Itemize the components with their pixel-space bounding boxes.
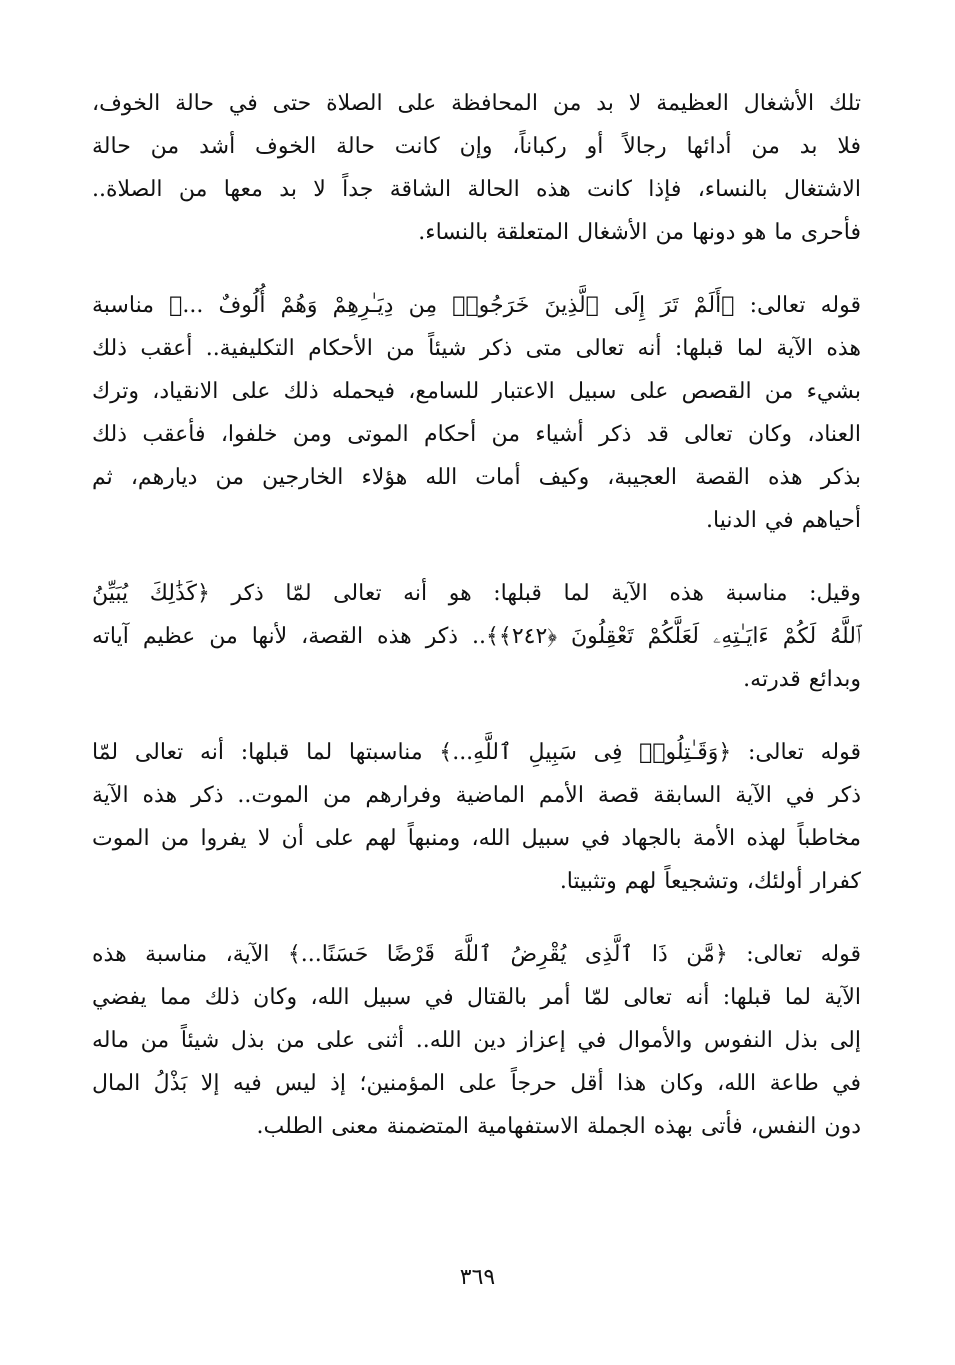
paragraph-1 [92, 82, 861, 254]
text-line: وقيل: مناسبة هذه الآية لما قبلها: هو أنه تعالى لمّا ذكر ﴿كَذَٰلِكَ يُبَيِّنُ [92, 581, 861, 606]
text-line: في طاعة الله، وكان هذا أقل حرجاً على المؤمنين؛ إذ ليس فيه إلا بَذْلُ المال [92, 1071, 861, 1096]
text-line: قوله تعالى: ﴿مَّن ذَا ٱلَّذِى يُقْرِضُ ٱللَّهَ قَرْضًا حَسَنًا...﴾ الآية، مناسبة هذه [92, 942, 861, 967]
text-line: بذكر هذه القصة العجيبة، وكيف أمات الله هؤلاء الخارجين من ديارهم، ثم [92, 465, 861, 490]
text-line: بشيء من القصص على سبيل الاعتبار للسامع، فيحمله ذلك على الانقياد، وترك [92, 379, 861, 404]
text-line: ٱللَّهُ لَكُمْ ءَايَـٰتِهِۦ لَعَلَّكُمْ تَعْقِلُونَ ﴿٢٤٢﴾﴾.. ذكر هذه القصة، لأنها من عظيم آياته [92, 624, 862, 649]
paragraph-3 [92, 572, 861, 701]
page-number: ٣٦٩ [459, 1265, 496, 1290]
text-line: قوله تعالى: ﴿أَلَمْ تَرَ إِلَى ٱلَّذِينَ خَرَجُوا۟ مِن دِيَـٰرِهِمْ وَهُمْ أُلُوفٌ ...﴾ مناسبة [92, 293, 861, 318]
text-line: وبدائع قدرته. [743, 667, 861, 692]
text-line: تلك الأشغال العظيمة لا بد من المحافظة على الصلاة حتى في حالة الخوف، [92, 91, 861, 116]
text-line: الاشتغال بالنساء، فإذا كانت هذه الحالة الشاقة جداً لا بد معها من الصلاة.. [92, 177, 861, 202]
paragraph-5 [92, 933, 861, 1148]
text-line: أحياهم في الدنيا. [706, 508, 861, 533]
paragraph-4 [92, 731, 861, 903]
text-line: مخاطباً لهذه الأمة بالجهاد في سبيل الله، ومنبهاً لهم على أن لا يفروا من الموت [92, 826, 861, 851]
text-line: العناد، وكان تعالى قد ذكر أشياء من أحكام الموتى ومن خلفوا، فأعقب ذلك [92, 422, 861, 447]
text-line: فلا بد من أدائها رجالاً أو ركباناً، وإن كانت حالة الخوف أشد من حالة [92, 134, 861, 159]
page-body [92, 82, 861, 1178]
text-line: فأحرى ما هو دونها من الأشغال المتعلقة بالنساء. [418, 220, 861, 245]
text-line: قوله تعالى: ﴿وَقَـٰتِلُوا۟ فِى سَبِيلِ ٱللَّهِ...﴾ مناسبتها لما قبلها: أنه تعالى لمّا [92, 740, 861, 765]
text-line: دون النفس، فأتى بهذه الجملة الاستفهامية المتضمنة معنى الطلب. [256, 1114, 861, 1139]
paragraph-2 [92, 284, 861, 542]
text-line: كفرار أولئك، وتشجيعاً لهم وتثبيتا. [559, 869, 861, 894]
text-line: الآية لما قبلها: أنه تعالى لمّا أمر بالقتال في سبيل الله، وكان ذلك مما يفضي [92, 985, 861, 1010]
text-line: هذه الآية لما قبلها: أنه تعالى متى ذكر شيئاً من الأحكام التكليفية.. أعقب ذلك [92, 336, 861, 361]
text-line: ذكر في الآية السابقة قصة الأمم الماضية وفرارهم من الموت.. ذكر هذه الآية [92, 783, 861, 808]
text-line: إلى بذل النفوس والأموال في إعزاز دين الله.. أثنى على من بذل شيئاً من ماله [92, 1028, 861, 1053]
